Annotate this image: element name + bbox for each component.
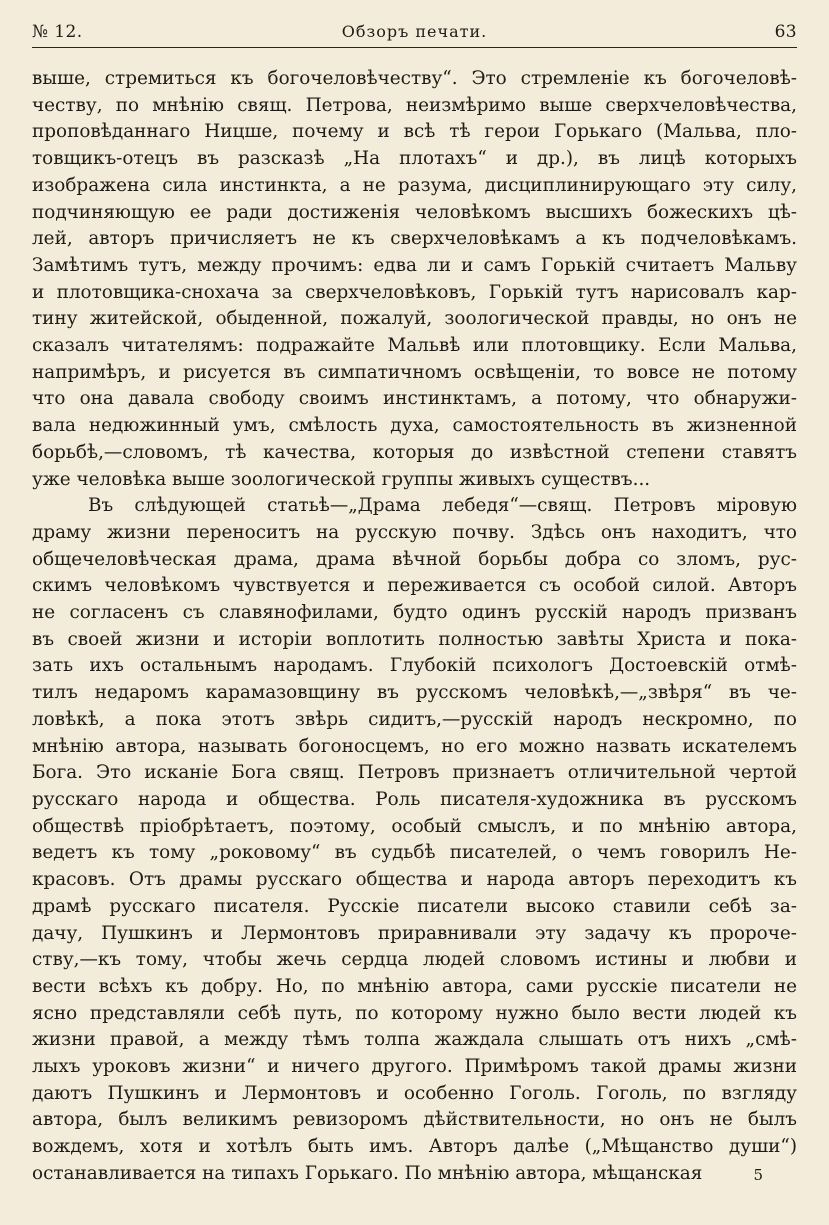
text-line: вала недюжинный умъ, смѣлость духа, самостоятельность въ жизненной — [32, 415, 797, 437]
text-line: ловѣкѣ, а пока этотъ звѣрь сидитъ,—русскій народъ нескромно, по — [32, 708, 797, 730]
text-line: въ своей жизни и исторіи воплотить полностью завѣты Христа и пока- — [32, 628, 797, 650]
text-line: честву, по мнѣнію свящ. Петрова, неизмѣримо выше сверхчеловѣчества, — [32, 94, 797, 116]
text-line: подчиняющую ее ради достиженія человѣкомъ высшихъ божескихъ цѣ- — [32, 201, 797, 223]
text-line: общечеловѣческая драма, драма вѣчной борьбы добра со зломъ, рус- — [32, 548, 797, 570]
text-line: не согласенъ съ славянофилами, будто одинъ русскій народъ призванъ — [32, 602, 797, 624]
text-line: товщикъ-отецъ въ разсказѣ „На плотахъ“ и др.), въ лицѣ которыхъ — [32, 148, 797, 170]
text-line: зать ихъ остальнымъ народамъ. Глубокій психологъ Достоевскій отмѣ- — [32, 655, 797, 677]
text-line: напримѣръ, и рисуется въ симпатичномъ освѣщеніи, то вовсе не потому — [32, 361, 797, 383]
text-line: мнѣнію автора, называть богоносцемъ, но его можно назвать искателемъ — [32, 735, 797, 757]
text-line: вести всѣхъ къ добру. Но, по мнѣнію автора, сами русскіе писатели не — [32, 975, 797, 997]
text-line: Въ слѣдующей статьѣ—„Драма лебедя“—свящ. Петровъ міровую — [88, 495, 797, 517]
text-line: тилъ недаромъ карамазовщину въ русскомъ человѣкѣ,—„звѣря“ въ че- — [32, 682, 797, 704]
text-line: тину житейской, обыденной, пожалуй, зоологической правды, но онъ не — [32, 308, 797, 330]
text-line: красовъ. Отъ драмы русскаго общества и народа авторъ переходитъ къ — [32, 869, 797, 891]
text-line: русскаго народа и общества. Роль писателя-художника въ русскомъ — [32, 788, 797, 810]
text-line: вождемъ, хотя и хотѣлъ быть имъ. Авторъ далѣе („Мѣщанство души“) — [32, 1136, 797, 1158]
header-rule — [32, 47, 797, 48]
text-line: и плотовщика-снохача за сверхчеловѣковъ, Горькій тутъ нарисовалъ кар- — [32, 281, 797, 303]
text-line: уже человѣка выше зоологической группы живыхъ существъ... — [32, 468, 651, 490]
text-line: даютъ Пушкинъ и Лермонтовъ и особенно Гоголь. Гоголь, по взгляду — [32, 1082, 797, 1104]
text-line: борьбѣ,—словомъ, тѣ качества, которыя до извѣстной степени ставятъ — [32, 441, 797, 463]
text-line: лей, авторъ причисляетъ не къ сверхчеловѣкамъ а къ подчеловѣкамъ. — [32, 228, 797, 250]
text-line: проповѣданнаго Ницше, почему и всѣ тѣ герои Горькаго (Мальва, пло- — [32, 121, 797, 143]
paragraph — [32, 66, 797, 493]
paragraph — [32, 493, 797, 1187]
text-line: дачу, Пушкинъ и Лермонтовъ приравнивали эту задачу къ пророче- — [32, 922, 797, 944]
text-line: обществѣ пріобрѣтаетъ, поэтому, особый смыслъ, и по мнѣнію автора, — [32, 815, 797, 837]
text-line: жизни правой, а между тѣмъ толпа жаждала слышать отъ нихъ „смѣ- — [32, 1029, 797, 1051]
text-line: выше, стремиться къ богочеловѣчеству“. Это стремленіе къ богочеловѣ- — [32, 68, 797, 89]
issue-number: № 12. — [32, 22, 83, 42]
body-text — [32, 66, 797, 1188]
text-line: сказалъ читателямъ: подражайте Мальвѣ или плотовщику. Если Мальва, — [32, 335, 797, 357]
text-line: ведетъ къ тому „роковому“ въ судьбѣ писателей, о чемъ говорилъ Не- — [32, 842, 797, 864]
text-line: Бога. Это исканіе Бога свящ. Петровъ признаетъ отличительной чертой — [32, 762, 797, 784]
text-line: лыхъ уроковъ жизни“ и ничего другого. Примѣромъ такой драмы жизни — [32, 1056, 797, 1078]
text-line: драму жизни переноситъ на русскую почву. Здѣсь онъ находитъ, что — [32, 521, 797, 543]
signature-mark: 5 — [753, 1166, 763, 1184]
text-line: скимъ человѣкомъ чувствуется и переживается съ особой силой. Авторъ — [32, 575, 797, 597]
text-line: драмѣ русскаго писателя. Русскіе писатели высоко ставили себѣ за- — [32, 895, 797, 917]
text-line: ству,—къ тому, чтобы жечь сердца людей словомъ истины и любви и — [32, 949, 797, 971]
text-line: что она давала свободу своимъ инстинктамъ, а потому, что обнаружи- — [32, 388, 797, 410]
running-header — [32, 18, 797, 48]
text-line: изображена сила инстинкта, а не разума, дисциплинирующаго эту силу, — [32, 174, 797, 196]
section-title: Обзоръ печати. — [341, 22, 488, 41]
text-line: Замѣтимъ тутъ, между прочимъ: едва ли и самъ Горькій считаетъ Мальву — [32, 254, 797, 276]
text-line: ясно представляли себѣ путь, по которому нужно было вести людей къ — [32, 1002, 797, 1024]
text-line: автора, былъ великимъ ревизоромъ дѣйствительности, но онъ не былъ — [32, 1109, 797, 1131]
page-number: 63 — [774, 22, 797, 42]
text-line: останавливается на типахъ Горькаго. По мнѣнію автора, мѣщанская — [32, 1162, 703, 1184]
